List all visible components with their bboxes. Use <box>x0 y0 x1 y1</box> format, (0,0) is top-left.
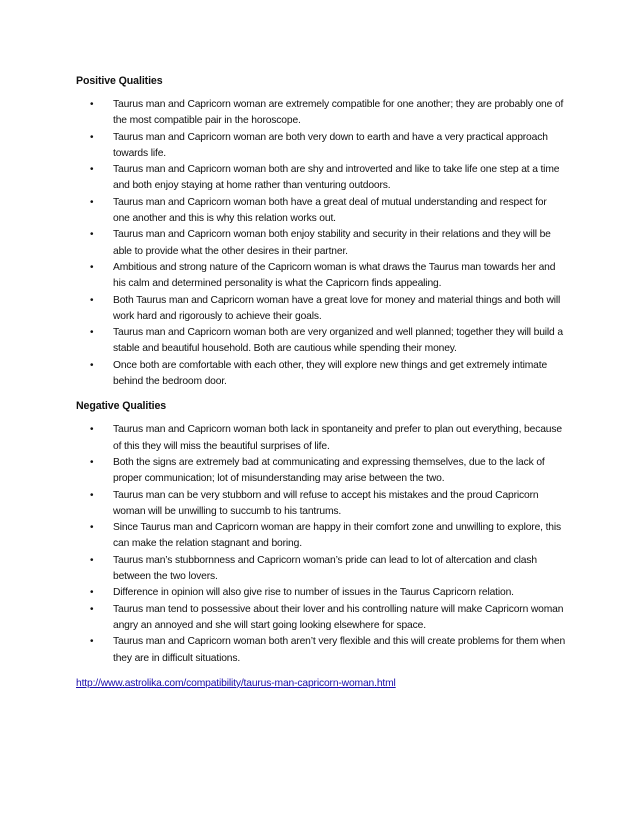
list-item-text: Both the signs are extremely bad at communicating and expressing themselves, due to the lack of proper communication; lot of misunderstanding may arise between the two. <box>113 456 545 485</box>
list-item <box>76 455 566 488</box>
list-item-text: Taurus man and Capricorn woman are extremely compatible for one another; they are probably one of the most compatible pair in the horoscope. <box>113 99 564 127</box>
list-item-text: Taurus man and Capricorn woman both are shy and introverted and like to take life one step at a time and both enjoy staying at home rather than venturing outdoors. <box>113 164 560 192</box>
list-item <box>76 553 566 586</box>
list-item-text: Taurus man can be very stubborn and will refuse to accept his mistakes and the proud Capricorn woman will be unwilling to succumb to his tantrums. <box>113 489 539 517</box>
list-item-text: Ambitious and strong nature of the Capricorn woman is what draws the Taurus man towards her and his calm and determined personality is what the Capricorn finds appealing. <box>113 261 556 290</box>
list-item-text: Taurus man and Capricorn woman both lack in spontaneity and prefer to plan out everything, because of this they will miss the beautiful surprises of life. <box>113 424 562 452</box>
list-item <box>76 488 566 521</box>
list-item <box>76 520 566 553</box>
bullet-icon: • <box>90 489 94 501</box>
list-item <box>76 634 566 667</box>
list-item-text: Taurus man and Capricorn woman both have a great deal of mutual understanding and respect for one another and this is why this relation works out. <box>113 196 547 225</box>
bullet-icon: • <box>90 554 94 566</box>
document-page <box>76 73 566 692</box>
bullet-icon: • <box>90 587 94 599</box>
list-item-text: Taurus man and Capricorn woman both are very organized and well planned; together they will build a stable and beautiful household. Both are cautious while spending their money. <box>113 327 563 355</box>
negative-qualities-heading: Negative Qualities <box>76 400 167 413</box>
negative-qualities-list <box>76 422 566 666</box>
bullet-icon: • <box>90 424 94 436</box>
bullet-icon: • <box>90 196 94 208</box>
bullet-icon: • <box>90 131 94 143</box>
bullet-icon: • <box>90 327 94 339</box>
bullet-icon: • <box>90 164 94 176</box>
bullet-icon: • <box>90 456 94 468</box>
list-item <box>76 358 566 391</box>
list-item-text: Both Taurus man and Capricorn woman have a great love for money and material things and both will work hard and rigorously to achieve their goals. <box>113 294 561 322</box>
positive-qualities-list <box>76 97 566 390</box>
list-item <box>76 422 566 455</box>
list-item <box>76 130 566 163</box>
list-item <box>76 227 566 260</box>
list-item-text: Taurus man and Capricorn woman are both very down to earth and have a very practical approach towards life. <box>113 131 548 159</box>
bullet-icon: • <box>90 522 94 534</box>
bullet-icon: • <box>90 359 94 371</box>
list-item <box>76 97 566 130</box>
list-item-text: Since Taurus man and Capricorn woman are happy in their comfort zone and unwilling to explore, this can make the relation stagnant and boring. <box>113 522 561 550</box>
list-item <box>76 585 566 601</box>
list-item <box>76 325 566 358</box>
positive-qualities-heading: Positive Qualities <box>76 75 163 87</box>
list-item-text: Taurus man’s stubbornness and Capricorn woman’s pride can lead to lot of altercation and clash between the two lovers. <box>113 554 537 583</box>
list-item-text: Once both are comfortable with each other, they will explore new things and get extremely intimate behind the bedroom door. <box>113 359 548 388</box>
list-item-text: Taurus man and Capricorn woman both aren’t very flexible and this will create problems for them when they are in difficult situations. <box>113 636 566 664</box>
bullet-icon: • <box>90 636 94 648</box>
list-item <box>76 195 566 228</box>
spacer <box>76 390 566 398</box>
source-link[interactable]: http://www.astrolika.com/compatibility/taurus-man-capricorn-woman.html <box>76 677 396 689</box>
bullet-icon: • <box>90 603 94 615</box>
list-item <box>76 260 566 293</box>
bullet-icon: • <box>90 99 94 110</box>
list-item-text: Taurus man and Capricorn woman both enjoy stability and security in their relations and they will be able to provide what the other desires in their partner. <box>113 229 551 257</box>
bullet-icon: • <box>90 261 94 273</box>
bullet-icon: • <box>90 294 94 306</box>
list-item <box>76 293 566 326</box>
bullet-icon: • <box>90 229 94 241</box>
list-item-text: Taurus man tend to possessive about their lover and his controlling nature will make Capricorn woman angry an annoyed and she will start going looking elsewhere for space. <box>113 603 564 631</box>
list-item <box>76 162 566 195</box>
list-item <box>76 602 566 635</box>
list-item-text: Difference in opinion will also give rise to number of issues in the Taurus Capricorn relation. <box>113 587 514 599</box>
